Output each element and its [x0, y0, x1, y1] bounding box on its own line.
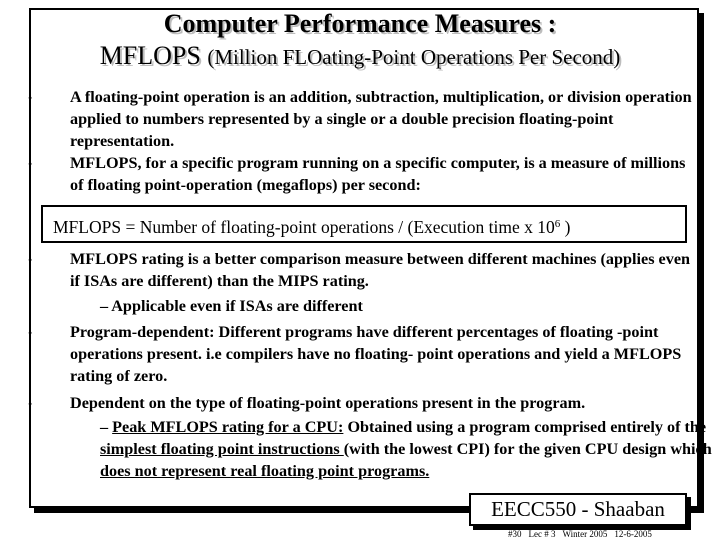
title-main: MFLOPS	[99, 41, 208, 70]
bullet-type-dependent: Dependent on the type of floating-point operations present in the program.	[70, 394, 586, 412]
bullet-marker: •	[28, 326, 33, 340]
bullet-marker: •	[28, 253, 33, 267]
slide-title-line2	[0, 41, 720, 72]
slide-footer	[508, 529, 659, 539]
bullet-marker: •	[28, 397, 33, 411]
title-subtitle: (Million FLOating-Point Operations Per Second)	[207, 45, 621, 69]
formula-text: MFLOPS = Number of floating-point operations / (Execution time x 10	[53, 217, 555, 237]
bullet-mflops-definition: MFLOPS, for a specific program running on a specific computer, is a measure of millions of floating point-operation (megaflops) per second:	[70, 154, 686, 194]
bullet-marker: •	[28, 91, 33, 105]
peak-mflops-text2: (with the lowest CPI) for the given CPU design which	[343, 440, 712, 458]
footer-term: Winter 2005	[562, 529, 608, 539]
course-badge-label: EECC550 - Shaaban	[469, 493, 687, 526]
formula-exponent: 6	[554, 218, 561, 230]
bullet-marker: •	[28, 157, 33, 171]
bullet-better-comparison: MFLOPS rating is a better comparison measure between different machines (applies even if ISAs are different) than the MIPS rating.	[70, 250, 691, 290]
course-badge	[469, 493, 687, 526]
peak-mflops-text1: Obtained using a program comprised entirely of the	[343, 418, 707, 436]
not-real-programs-text: does not represent real floating point programs.	[100, 462, 430, 480]
footer-date: 12-6-2005	[614, 529, 652, 539]
simplest-instructions-text: simplest floating point instructions	[100, 440, 344, 458]
sub-bullet-dash: –	[100, 418, 113, 436]
bullet-floating-point-definition: A floating-point operation is an addition, subtraction, multiplication, or division operation applied to numbers represented by a single or a double precision floating-point representation.	[70, 88, 692, 150]
sub-bullet-applicable-isas: – Applicable even if ISAs are different	[100, 297, 363, 315]
sub-bullet-peak-mflops	[100, 416, 720, 482]
formula-close: )	[560, 217, 571, 237]
footer-lecture: Lec # 3	[528, 529, 556, 539]
peak-mflops-label: Peak MFLOPS rating for a CPU:	[112, 418, 344, 436]
mflops-formula-box	[41, 205, 687, 243]
bullet-program-dependent: Program-dependent: Different programs have different percentages of floating -point operations present. i.e compilers have no floating- point operations and yield a MFLOPS rating of zero.	[70, 323, 682, 385]
slide-title-line1: Computer Performance Measures :	[163, 9, 557, 38]
footer-slide-number: #30	[508, 529, 522, 539]
